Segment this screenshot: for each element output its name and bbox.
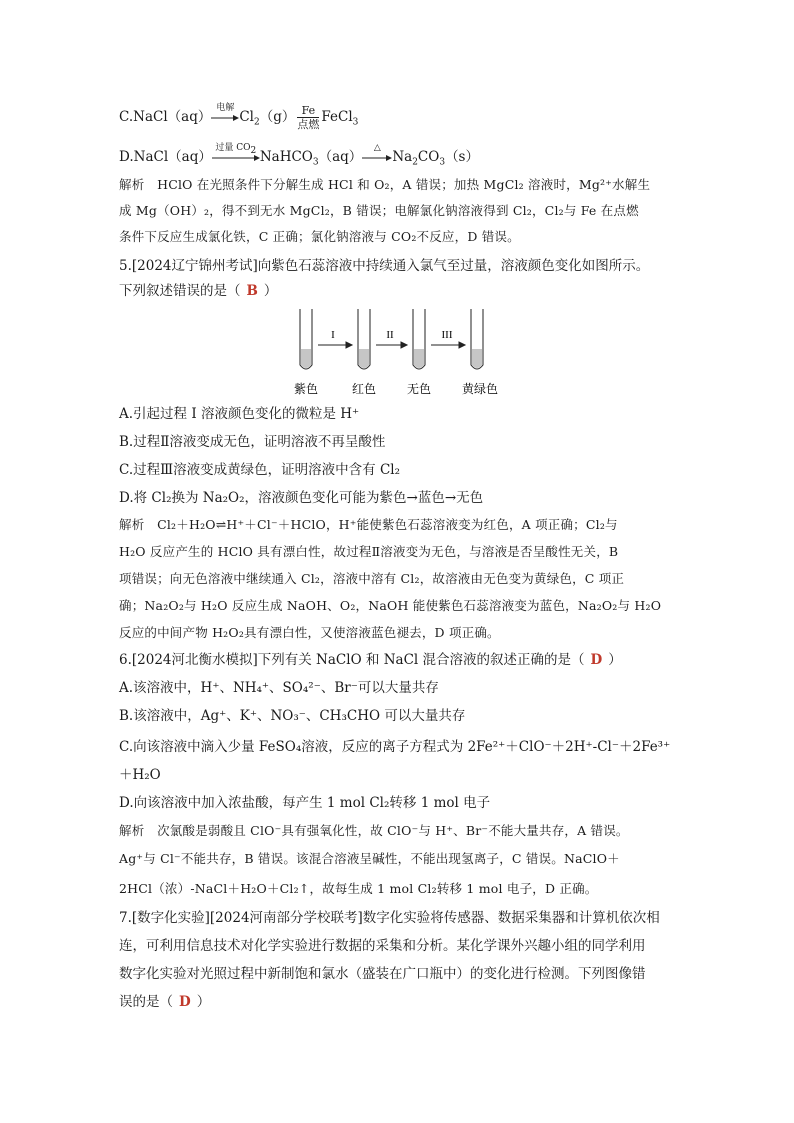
tube-label: 黄绿色 <box>461 382 499 396</box>
option-a: A.引起过程 I 溶液颜色变化的微粒是 H⁺ <box>119 406 360 422</box>
option-d: D.向该溶液中加入浓盐酸，每产生 1 mol Cl₂转移 1 mol 电子 <box>119 795 491 811</box>
question-7-stem: 误的是（ D ） <box>119 994 211 1010</box>
analysis-line: 成 Mg（OH）₂，得不到无水 MgCl₂，B 错误；电解氯化钠溶液得到 Cl₂，Cl₂与 Fe 在点燃 <box>119 203 639 218</box>
option-c: C.过程Ⅲ溶液变成黄绿色，证明溶液中含有 Cl₂ <box>119 462 401 478</box>
option-b: B.该溶液中，Ag⁺、K⁺、NO₃⁻、CH₃CHO 可以大量共存 <box>119 708 466 724</box>
reaction-arrow: 过量 $CO_2$ <box>212 148 260 168</box>
solution-fill <box>301 349 482 368</box>
option-b: B.过程Ⅱ溶液变成无色，证明溶液不再呈酸性 <box>119 434 386 450</box>
answer-mark: B <box>246 283 258 299</box>
analysis-line: Ag⁺与 Cl⁻不能共存，B 错误。该混合溶液呈碱性，不能出现氢离子，C 错误。NaClO＋ <box>119 851 620 866</box>
test-tube-figure <box>290 305 510 400</box>
analysis-line: 条件下反应生成氯化铁，C 正确；氯化钠溶液与 CO₂不反应，D 错误。 <box>119 229 520 244</box>
test-tube-diagram <box>290 305 510 404</box>
tube-label: 无色 <box>406 382 432 396</box>
question-7-stem: 7.[数字化实验][2024河南部分学校联考]数字化实验将传感器、数据采集器和计算机依次相 <box>119 910 660 926</box>
analysis-line: 确；Na₂O₂与 H₂O 反应生成 NaOH、O₂，NaOH 能使紫色石蕊溶液变为蓝色，Na₂O₂与 H₂O <box>119 598 662 613</box>
answer-mark: D <box>590 652 603 668</box>
reaction-arrow: △ <box>362 148 392 168</box>
option-c: C.向该溶液中滴入少量 FeSO₄溶液，反应的离子方程式为 2Fe²⁺＋ClO⁻＋2H⁺-Cl⁻＋2Fe³⁺ <box>119 739 671 755</box>
step-label: II <box>386 329 394 341</box>
analysis-line: 项错误；向无色溶液中继续通入 Cl₂，溶液中溶有 Cl₂，故溶液由无色变为黄绿色，C 项正 <box>119 571 625 586</box>
analysis-line: H₂O 反应产生的 HClO 具有漂白性，故过程Ⅱ溶液变为无色，与溶液是否呈酸性无关，B <box>119 544 619 559</box>
tube-label: 红色 <box>351 382 377 396</box>
process-arrows <box>318 342 465 348</box>
reaction-arrow: 电解 <box>211 108 239 128</box>
step-label: I <box>331 329 335 341</box>
question-7-stem: 连，可利用信息技术对化学实验进行数据的采集和分析。某化学课外兴趣小组的同学利用 <box>119 938 646 954</box>
answer-mark: D <box>179 994 191 1010</box>
analysis-line: 解析 次氯酸是弱酸且 ClO⁻具有强氧化性，故 ClO⁻与 H⁺、Br⁻不能大量共存，A 错误。 <box>119 823 629 838</box>
question-5-stem: 下列叙述错误的是（ B ） <box>119 283 278 299</box>
analysis-line: 反应的中间产物 H₂O₂具有漂白性，又使溶液蓝色褪去，D 项正确。 <box>119 625 500 640</box>
analysis-line: 解析 HClO 在光照条件下分解生成 HCl 和 O₂，A 错误；加热 MgCl₂ 溶液时，Mg²⁺水解生 <box>119 177 651 192</box>
option-d: D.将 Cl₂换为 Na₂O₂，溶液颜色变化可能为紫色→蓝色→无色 <box>119 490 484 506</box>
option-a: A.该溶液中，H⁺、NH₄⁺、SO₄²⁻、Br⁻可以大量共存 <box>119 680 439 696</box>
option-c-q4: C.NaCl（aq） 电解 $Cl_2(g)$ $\frac{Fe}{\text{点燃}}$ FeCl$_3$ <box>119 102 359 131</box>
question-5-stem: 5.[2024辽宁锦州考试]向紫色石蕊溶液中持续通入氯气至过量，溶液颜色变化如图所示。 <box>119 258 650 274</box>
question-7-stem: 数字化实验对光照过程中新制饱和氯水（盛装在广口瓶中）的变化进行检测。下列图像错 <box>119 966 646 982</box>
option-c-continued: ＋H₂O <box>119 767 161 783</box>
step-label: III <box>441 329 453 341</box>
option-d-q4: D.NaCl（aq） 过量 $CO_2$ NaHCO$_3$（aq） △ $Na_2CO_3(s)$ <box>119 142 479 168</box>
analysis-line: 解析 Cl₂＋H₂O⇌H⁺＋Cl⁻＋HClO，H⁺能使紫色石蕊溶液变为红色，A 项正确；Cl₂与 <box>119 517 618 532</box>
question-6-stem: 6.[2024河北衡水模拟]下列有关 NaClO 和 NaCl 混合溶液的叙述正确的是（ D ） <box>119 652 622 668</box>
analysis-line: 2HCl（浓）-NaCl＋H₂O＋Cl₂↑，故每生成 1 mol Cl₂转移 1 mol 电子，D 正确。 <box>119 881 598 896</box>
tube-label: 紫色 <box>293 382 319 396</box>
reaction-condition: $\frac{Fe}{\text{点燃}}$ <box>297 104 320 131</box>
